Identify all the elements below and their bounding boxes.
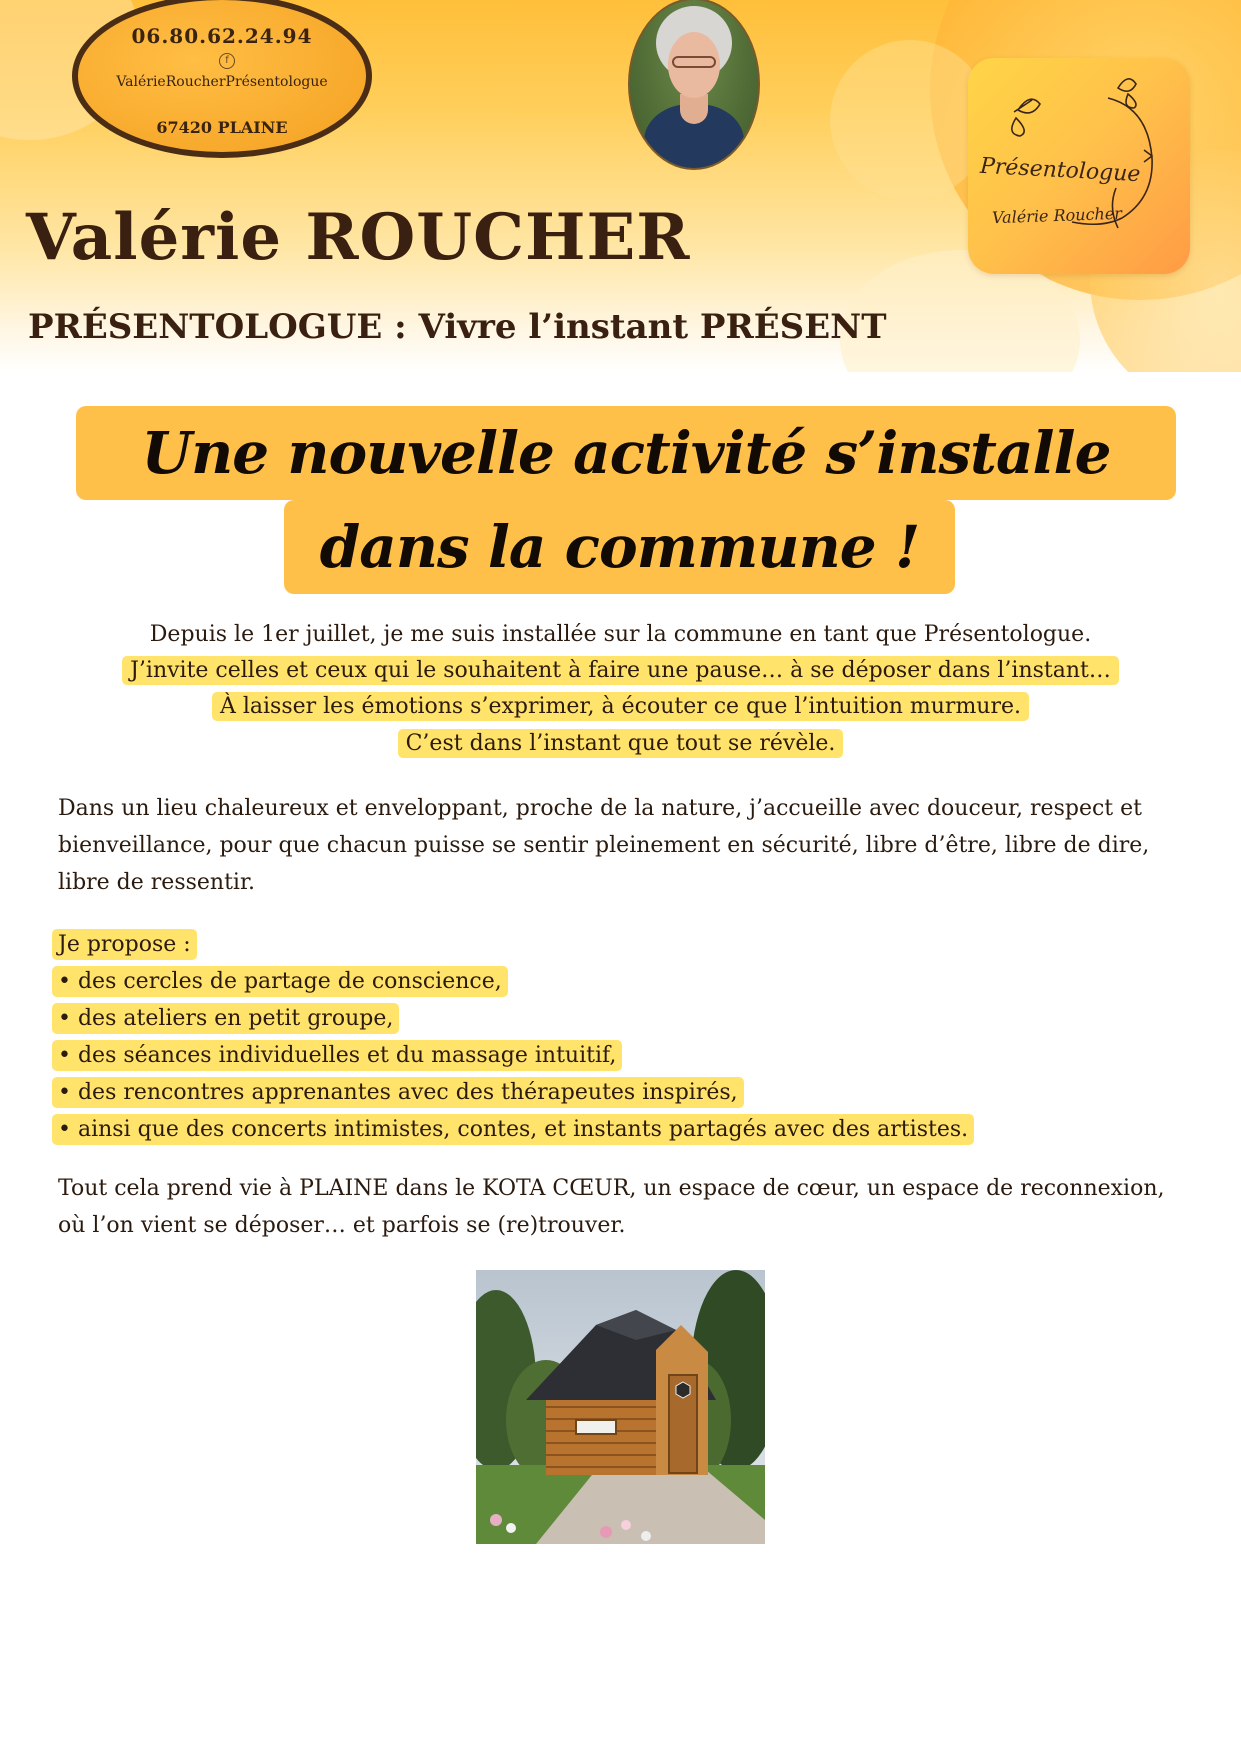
paragraph-welcome: Dans un lieu chaleureux et enveloppant, proche de la nature, j’accueille avec douceur, respect et bienveillance, pour que chacun puisse se sentir pleinement en sécurité, libre d’être, libre de dire, libre de ressentir. (58, 796, 1150, 895)
intro-line (0, 694, 1241, 719)
headline-line-1: Une nouvelle activité s’installe (76, 406, 1176, 500)
logo-title: Présentologue (979, 153, 1142, 188)
header-banner (0, 0, 1241, 372)
intro-text-1: Depuis le 1er juillet, je me suis installée sur la commune en tant que Présentologue. (149, 622, 1092, 647)
list-item: • des séances individuelles et du massage intuitif, (52, 1037, 974, 1074)
phone-number: 06.80.62.24.94 (131, 24, 313, 48)
kota-cabin-photo (476, 1270, 765, 1544)
offer-list (52, 926, 974, 1148)
offer-heading: Je propose : (52, 926, 974, 963)
logo-signature: Valérie Roucher (991, 203, 1123, 228)
page-subtitle: PRÉSENTOLOGUE : Vivre l’instant PRÉSENT (28, 307, 887, 347)
decor-bubble (830, 40, 990, 200)
list-item: • des cercles de partage de conscience, (52, 963, 974, 1000)
intro-text-2: J’invite celles et ceux qui le souhaitent à faire une pause… à se déposer dans l’instant… (122, 656, 1119, 685)
intro-line (0, 622, 1241, 647)
page-title: Valérie ROUCHER (26, 200, 691, 275)
intro-line (0, 731, 1241, 756)
city-label: 67420 PLAINE (156, 118, 288, 137)
facebook-icon: f (219, 53, 235, 69)
facebook-name: ValérieRoucherPrésentologue (116, 74, 328, 90)
paragraph-kota: Tout cela prend vie à PLAINE dans le KOTA CŒUR, un espace de cœur, un espace de reconnexion, où l’on vient se déposer… et parfois se (re)trouver. (58, 1176, 1165, 1238)
intro-line (0, 658, 1241, 683)
intro-text-3: À laisser les émotions s’exprimer, à écouter ce que l’intuition murmure. (212, 692, 1029, 721)
headline-line-2: dans la commune ! (284, 500, 955, 594)
intro-text-4: C’est dans l’instant que tout se révèle. (398, 729, 844, 758)
list-item: • des rencontres apprenantes avec des thérapeutes inspirés, (52, 1074, 974, 1111)
brand-logo (968, 58, 1190, 274)
portrait-photo (628, 0, 760, 170)
list-item: • ainsi que des concerts intimistes, contes, et instants partagés avec des artistes. (52, 1111, 974, 1148)
list-item: • des ateliers en petit groupe, (52, 1000, 974, 1037)
contact-badge (72, 0, 372, 158)
